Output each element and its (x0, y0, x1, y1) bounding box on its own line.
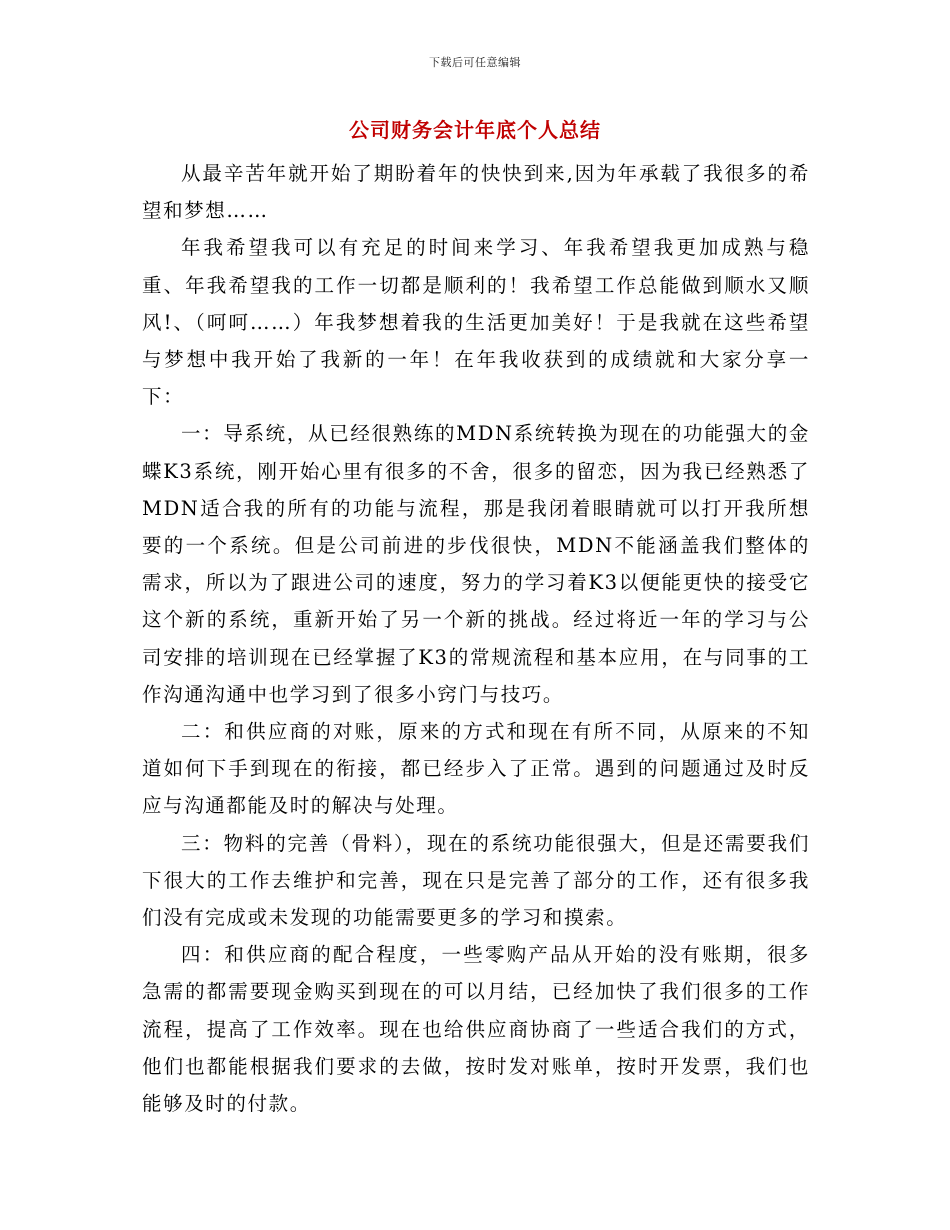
document-body (142, 155, 810, 1122)
paragraph-item-2: 二：和供应商的对账，原来的方式和现在有所不同，从原来的不知道如何下手到现在的衔接，都已经步入了正常。遇到的问题通过及时反应与沟通都能及时的解决与处理。 (142, 720, 810, 818)
header-note: 下载后可任意编辑 (429, 56, 521, 69)
paragraph-intro: 从最辛苦年就开始了期盼着年的快快到来,因为年承载了我很多的希望和梦想…… (142, 162, 810, 223)
paragraph-item-1: 一：导系统，从已经很熟练的MDN系统转换为现在的功能强大的金蝶K3系统，刚开始心里有很多的不舍，很多的留恋，因为我已经熟悉了MDN适合我的所有的功能与流程，那是我闭着眼睛就可以打开我所想要的一个系统。但是公司前进的步伐很快，MDN不能涵盖我们整体的需求，所以为了跟进公司的速度，努力的学习着K3以便能更快的接受它这个新的系统，重新开始了另一个新的挑战。经过将近一年的学习与公司安排的培训现在已经掌握了K3的常规流程和基本应用，在与同事的工作沟通沟通中也学习到了很多小窍门与技巧。 (142, 422, 810, 706)
paragraph-item-4: 四：和供应商的配合程度，一些零购产品从开始的没有账期，很多急需的都需要现金购买到现在的可以月结，已经加快了我们很多的工作流程，提高了工作效率。现在也给供应商协商了一些适合我们的方式，他们也都能根据我们要求的去做，按时发对账单，按时开发票，我们也能够及时的付款。 (142, 943, 810, 1116)
paragraph-item-3: 三：物料的完善（骨料），现在的系统功能很强大，但是还需要我们下很大的工作去维护和完善，现在只是完善了部分的工作，还有很多我们没有完成或未发现的功能需要更多的学习和摸索。 (142, 831, 810, 930)
document-title: 公司财务会计年底个人总结 (349, 118, 601, 142)
paragraph-hopes: 年我希望我可以有充足的时间来学习、年我希望我更加成熟与稳重、年我希望我的工作一切都是顺利的！我希望工作总能做到顺水又顺风!、（呵呵……）年我梦想着我的生活更加美好！于是我就在这些希望与梦想中我开始了我新的一年！在年我收获到的成绩就和大家分享一下： (142, 236, 810, 409)
